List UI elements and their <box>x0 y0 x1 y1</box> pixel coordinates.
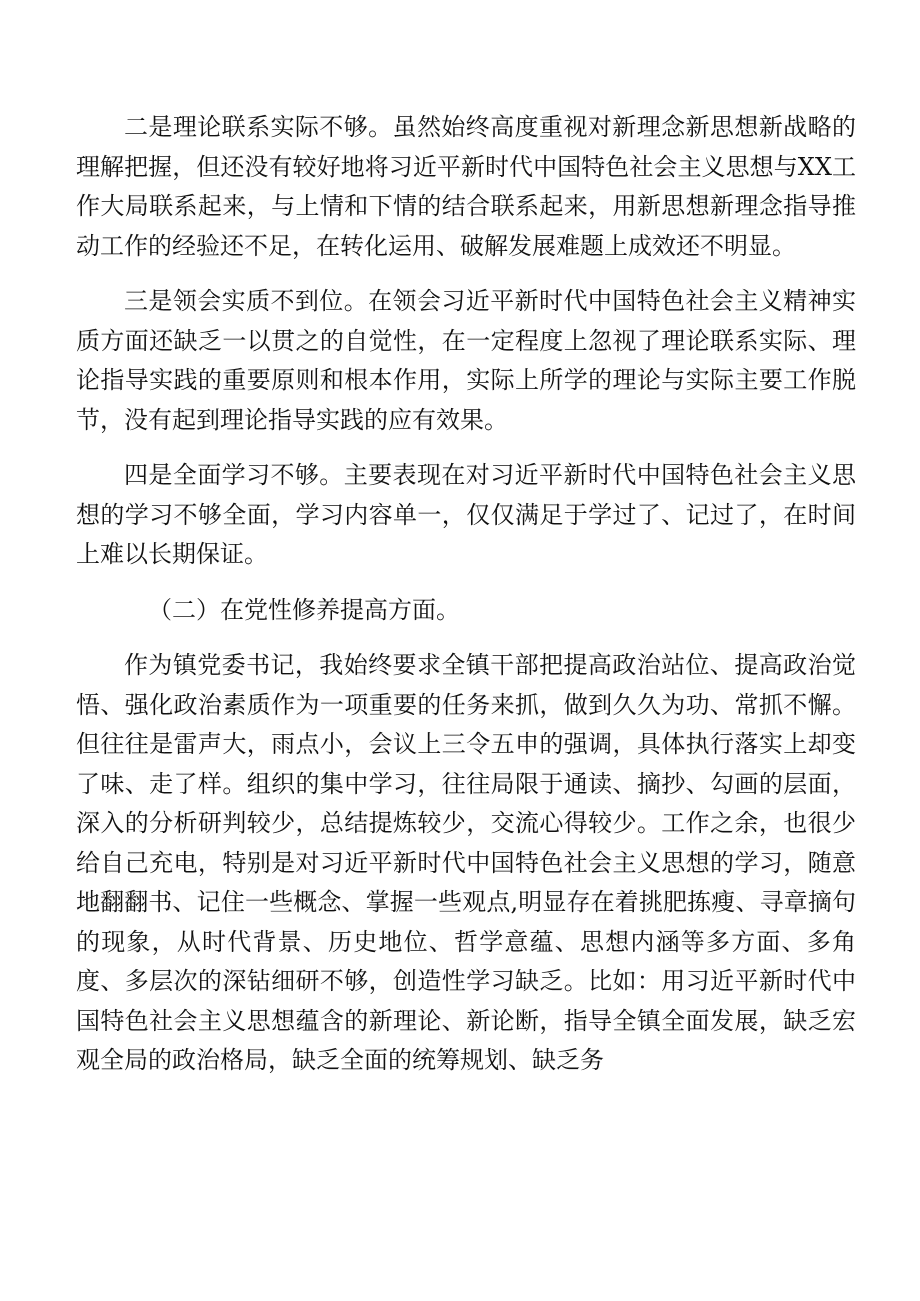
paragraph-theory-practice: 二是理论联系实际不够。虽然始终高度重视对新理念新思想新战略的理解把握，但还没有较好地将习近平新时代中国特色社会主义思想与XX工作大局联系起来，与上情和下情的结合联系起来，用新思想新理念指导推动工作的经验还不足，在转化运用、破解发展难题上成效还不明显。 <box>76 113 856 260</box>
document-body <box>76 108 856 1081</box>
paragraph-grasp-essence: 三是领会实质不到位。在领会习近平新时代中国特色社会主义精神实质方面还缺乏一以贯之的自觉性，在一定程度上忽视了理论联系实际、理论指导实践的重要原则和根本作用，实际上所学的理论与实际主要工作脱节，没有起到理论指导实践的应有效果。 <box>76 287 856 434</box>
paragraph-party-secretary: 作为镇党委书记，我始终要求全镇干部把提高政治站位、提高政治觉悟、强化政治素质作为一项重要的任务来抓，做到久久为功、常抓不懈。但往往是雷声大，雨点小，会议上三令五申的强调，具体执行落实上却变了味、走了样。组织的集中学习，往往局限于通读、摘抄、勾画的层面，深入的分析研判较少，总结提炼较少，交流心得较少。工作之余，也很少给自己充电，特别是对习近平新时代中国特色社会主义思想的学习，随意地翻翻书、记住一些概念、掌握一些观点,明显存在着挑肥拣瘦、寻章摘句的现象，从时代背景、历史地位、哲学意蕴、思想内涵等多方面、多角度、多层次的深钻细研不够，创造性学习缺乏。比如：用习近平新时代中国特色社会主义思想蕴含的新理论、新论断，指导全镇全面发展，缺乏宏观全局的政治格局，缺乏全面的统筹规划、缺乏务 <box>76 651 856 1074</box>
paragraph-comprehensive-study: 四是全面学习不够。主要表现在对习近平新时代中国特色社会主义思想的学习不够全面，学习内容单一，仅仅满足于学过了、记过了，在时间上难以长期保证。 <box>76 461 856 568</box>
section-heading-party-cultivation: （二）在党性修养提高方面。 <box>148 595 460 624</box>
